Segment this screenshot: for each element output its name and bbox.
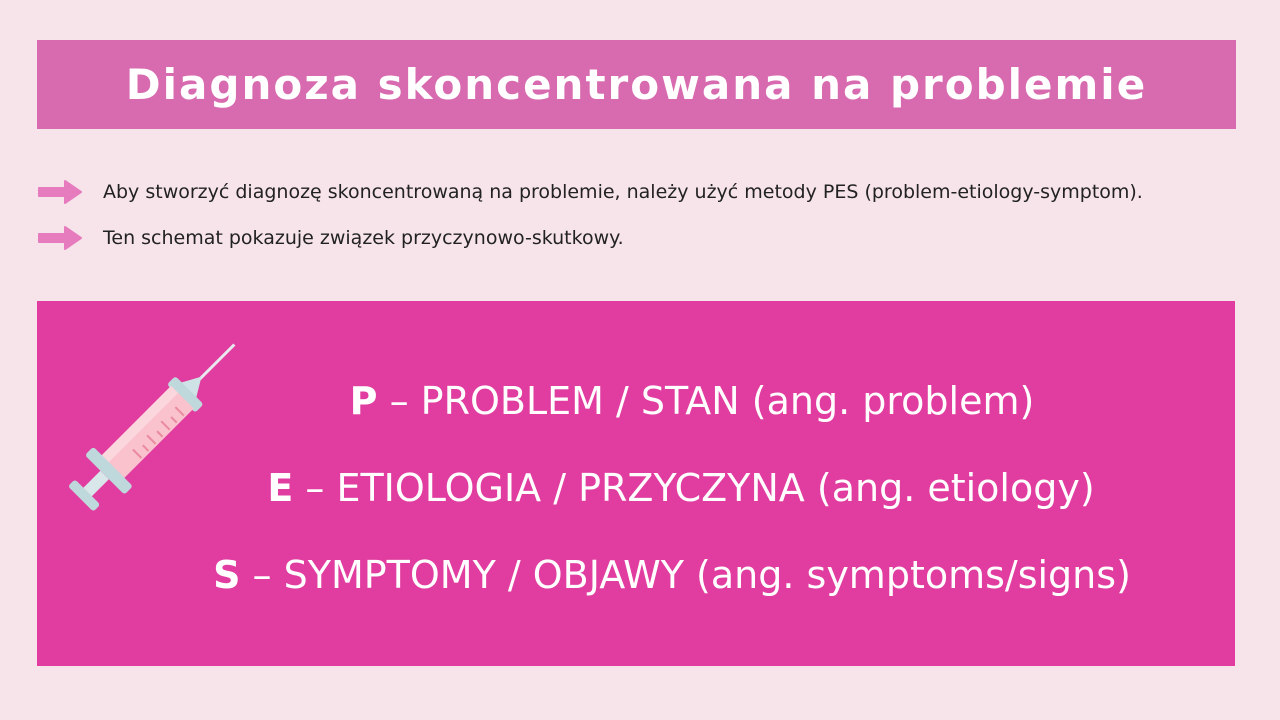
pes-text: – SYMPTOMY / OBJAWY (ang. symptoms/signs): [240, 553, 1131, 597]
list-item: [37, 218, 1257, 258]
pes-box: [37, 301, 1235, 666]
pes-text: – ETIOLOGIA / PRZYCZYNA (ang. etiology): [293, 466, 1095, 510]
pes-line-etiology: [82, 466, 1280, 510]
pes-letter: P: [349, 379, 378, 423]
pes-text: – PROBLEM / STAN (ang. problem): [377, 379, 1035, 423]
bullet-text: Aby stworzyć diagnozę skoncentrowaną na problemie, należy użyć metody PES (problem-etiology-symptom).: [103, 181, 1143, 203]
bullet-list: [37, 172, 1257, 264]
bullet-text: Ten schemat pokazuje związek przyczynowo-skutkowy.: [103, 227, 624, 249]
arrow-right-icon: [37, 224, 83, 252]
page-title: Diagnoza skoncentrowana na problemie: [125, 60, 1148, 109]
title-banner: [37, 40, 1236, 129]
pes-line-symptoms: [73, 553, 1271, 597]
pes-letter: E: [267, 466, 294, 510]
pes-letter: S: [213, 553, 241, 597]
pes-line-problem: [93, 379, 1280, 423]
list-item: [37, 172, 1257, 212]
arrow-right-icon: [37, 178, 83, 206]
